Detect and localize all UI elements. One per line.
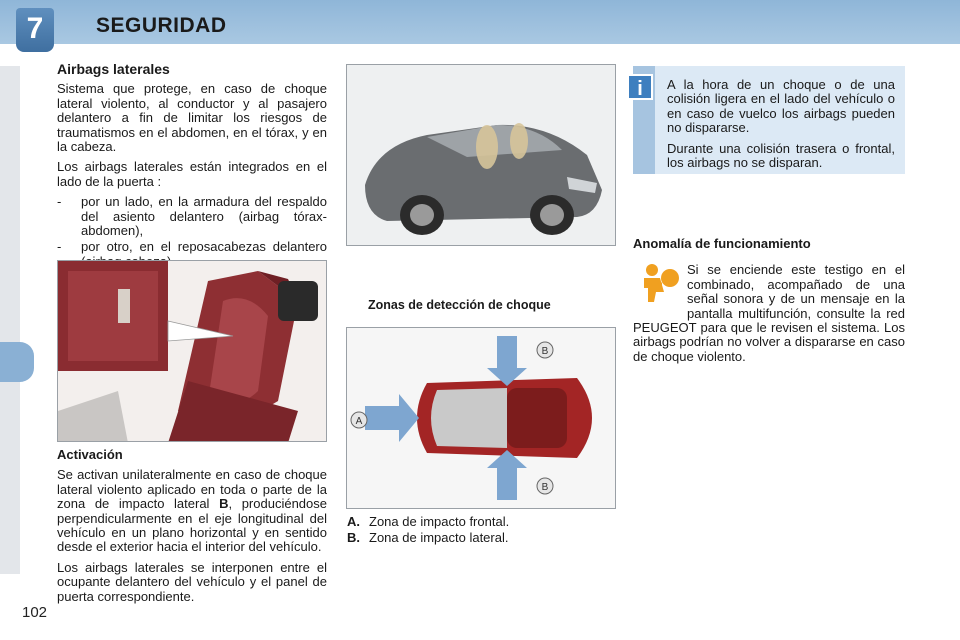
legend-text: Zona de impacto lateral. [369,530,509,545]
side-chapter-tab [0,342,34,382]
legend-item [347,514,509,530]
info-paragraph: Durante una colisión trasera o frontal, los airbags no se disparan. [667,140,895,171]
list-dash: - [57,239,62,255]
diagram-label-b: B [541,482,549,493]
paragraph: Sistema que protege, en caso de choque lateral violento, al conductor y al pasajero delantero a fin de limitar los riesgos de traumatismos en el abdomen, en el tórax, y en la cabeza. [57,81,327,155]
paragraph [57,468,327,554]
zones-caption: Zonas de detección de choque [368,298,551,312]
section-heading: Airbags laterales [57,61,170,77]
list-item-text: por otro, en el reposacabezas delantero [81,239,327,255]
diagram-label-a: A [355,416,363,427]
legend-text: Zona de impacto frontal. [369,514,510,529]
impact-legend [347,514,509,546]
seat-illustration [58,261,327,442]
text-run: , produciéndose perpendicularmente en el eje longitudinal del vehículo en un plano horizontal y en sentido desde el exterior hacia el interior del vehículo. [57,496,327,555]
car-airbag-photo [346,64,616,246]
airbag-warning-icon [638,262,680,302]
top-view-illustration [347,328,616,509]
paragraph-text: Si se enciende este testigo en el combinado, acompañado de una señal sonora y de un mensaje en la pantalla multifunción, consulte la red PEUGEOT para que le revisen el sistema. Los airbags podrían no volver a dispararse en caso de choque violento. [633,262,905,364]
paragraph: Los airbags laterales están integrados en el lado de la puerta : [57,159,327,189]
paragraph: Los airbags laterales se interponen entre el ocupante delantero del vehículo y el panel de puerta correspondiente. [57,559,327,604]
list-dash: - [57,194,62,210]
chapter-number-tab: 7 [16,8,54,52]
anomalia-section [633,237,905,370]
chapter-title: SEGURIDAD [96,14,227,37]
impact-zones-diagram [346,327,616,509]
page-number: 102 [22,604,48,621]
section-heading: Activación [57,447,123,462]
text-run-bold: B [219,496,229,512]
legend-key: A. [347,514,360,529]
legend-item [347,530,509,546]
activacion-section [57,448,327,610]
car-illustration [347,65,616,246]
side-strip [0,66,20,574]
legend-key: B. [347,530,360,545]
text-run: Se activan unilateralmente en caso de choque lateral violento aplicado en toda o parte de la zona de impacto lateral [57,467,327,512]
list-item-text: por un lado, en la armadura del respaldo del asiento delantero (airbag tórax-abdomen), [81,194,327,239]
section-heading: Anomalía de funcionamiento [633,236,811,251]
seat-airbag-photo [57,260,327,442]
airbags-laterales-section [57,62,327,271]
diagram-label-b: B [541,346,549,357]
list-item [57,195,327,238]
info-icon: i [627,74,653,100]
info-box [633,66,905,174]
info-paragraph: A la hora de un choque o de una colisión ligera en el lado del vehículo o en caso de vuelco los airbags pueden no dispararse. [667,77,895,136]
